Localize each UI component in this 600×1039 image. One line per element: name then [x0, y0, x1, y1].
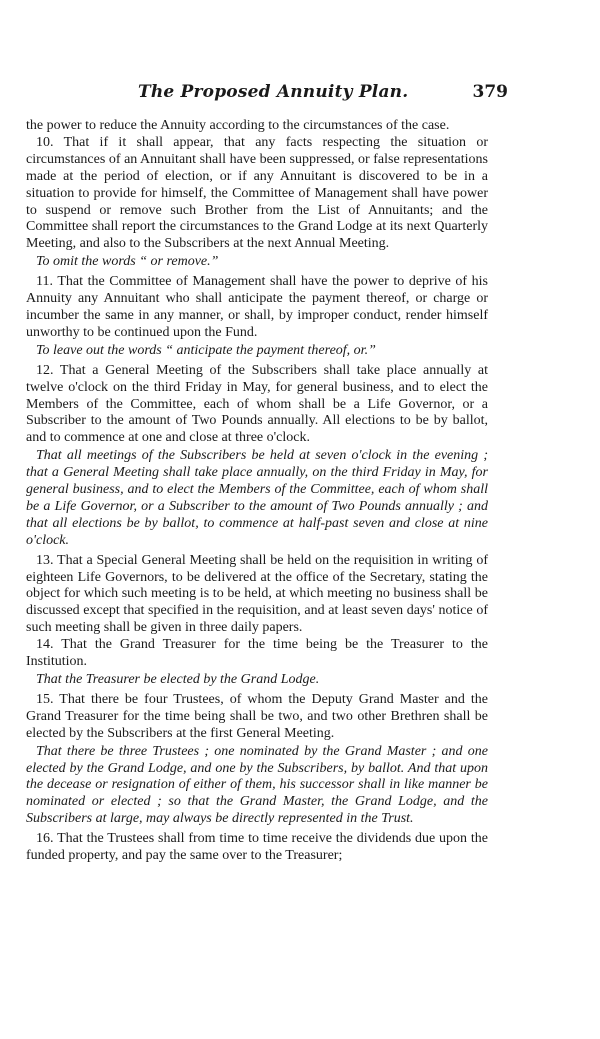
- paragraph-rule-14: 14. That the Grand Treasurer for the time being be the Treasurer to the Institution.: [26, 637, 488, 670]
- paragraph-rule-10: 10. That if it shall appear, that any facts respecting the situation or circumstances of an Annuitant shall have been suppressed, or false representations made at the period of election, or if any Annuitant is discovered to be in a situation to provide for himself, the Committee of Management shall have power to suspend or remove such Brother from the List of Annuitants; and the Committee shall report the circumstances to the Grand Lodge at its next Quarterly Meeting, and also to the Subscribers at the next Annual Meeting.: [26, 134, 488, 252]
- paragraph-continuation: the power to reduce the Annuity according to the circumstances of the case.: [26, 118, 450, 133]
- paragraph-rule-13: 13. That a Special General Meeting shall be held on the requisition in writing of eighteen Life Governors, to be delivered at the office of the Secretary, stating the object for which such meeting is to be held, at which meeting no business shall be discussed except that specified in the requisition, and at least seven days' notice of such meeting shall be given in three daily papers.: [26, 552, 488, 636]
- amendment-rule-10: To omit the words “ or remove.”: [36, 254, 219, 270]
- amendment-rule-15: That there be three Trustees ; one nominated by the Grand Master ; and one elected by the Grand Lodge, and one by the Subscribers, by ballot. And that upon the decease or resignation of either of them, his successor shall in like manner be nominated or elected ; so that the Grand Master, the Grand Lodge, and the Subscribers at large, may always be directly represented in the Trust.: [26, 743, 488, 827]
- paragraph-rule-12: 12. That a General Meeting of the Subscribers shall take place annually at twelve o'clock on the third Friday in May, for general business, and to elect the Members of the Committee, each of whom shall be a Life Governor, or a Subscriber to the amount of Two Pounds annually. All elections to be by ballot, and to commence at one and close at three o'clock.: [26, 362, 488, 446]
- body-text: [26, 118, 488, 865]
- paragraph-rule-16: 16. That the Trustees shall from time to time receive the dividends due upon the funded property, and pay the same over to the Treasurer;: [26, 831, 488, 864]
- amendment-rule-12: That all meetings of the Subscribers be held at seven o'clock in the evening ; that a General Meeting shall take place annually, on the third Friday in May, for general business, and to elect the Members of the Committee, each of whom shall be a Life Governor, or a Subscriber to the amount of Two Pounds annually ; and that all elections be by ballot, to commence at half-past seven and close at nine o'clock.: [26, 448, 488, 548]
- page-header: [18, 82, 596, 108]
- paragraph-rule-11: 11. That the Committee of Management shall have the power to deprive of his Annuity any Annuitant who shall anticipate the payment thereof, or charge or incumber the same in any manner, or shall, by improper conduct, render himself unworthy to be continued upon the Fund.: [26, 274, 488, 340]
- paragraph-rule-15: 15. That there be four Trustees, of whom the Deputy Grand Master and the Grand Treasurer for the time being shall be two, and two other Brethren shall be elected by the Subscribers at the first General Meeting.: [26, 691, 488, 741]
- amendment-rule-14: That the Treasurer be elected by the Grand Lodge.: [36, 672, 320, 687]
- amendment-rule-11: To leave out the words “ anticipate the payment thereof, or.”: [36, 342, 376, 358]
- running-title: The Proposed Annuity Plan.: [138, 82, 409, 102]
- page-number: 379: [472, 82, 508, 102]
